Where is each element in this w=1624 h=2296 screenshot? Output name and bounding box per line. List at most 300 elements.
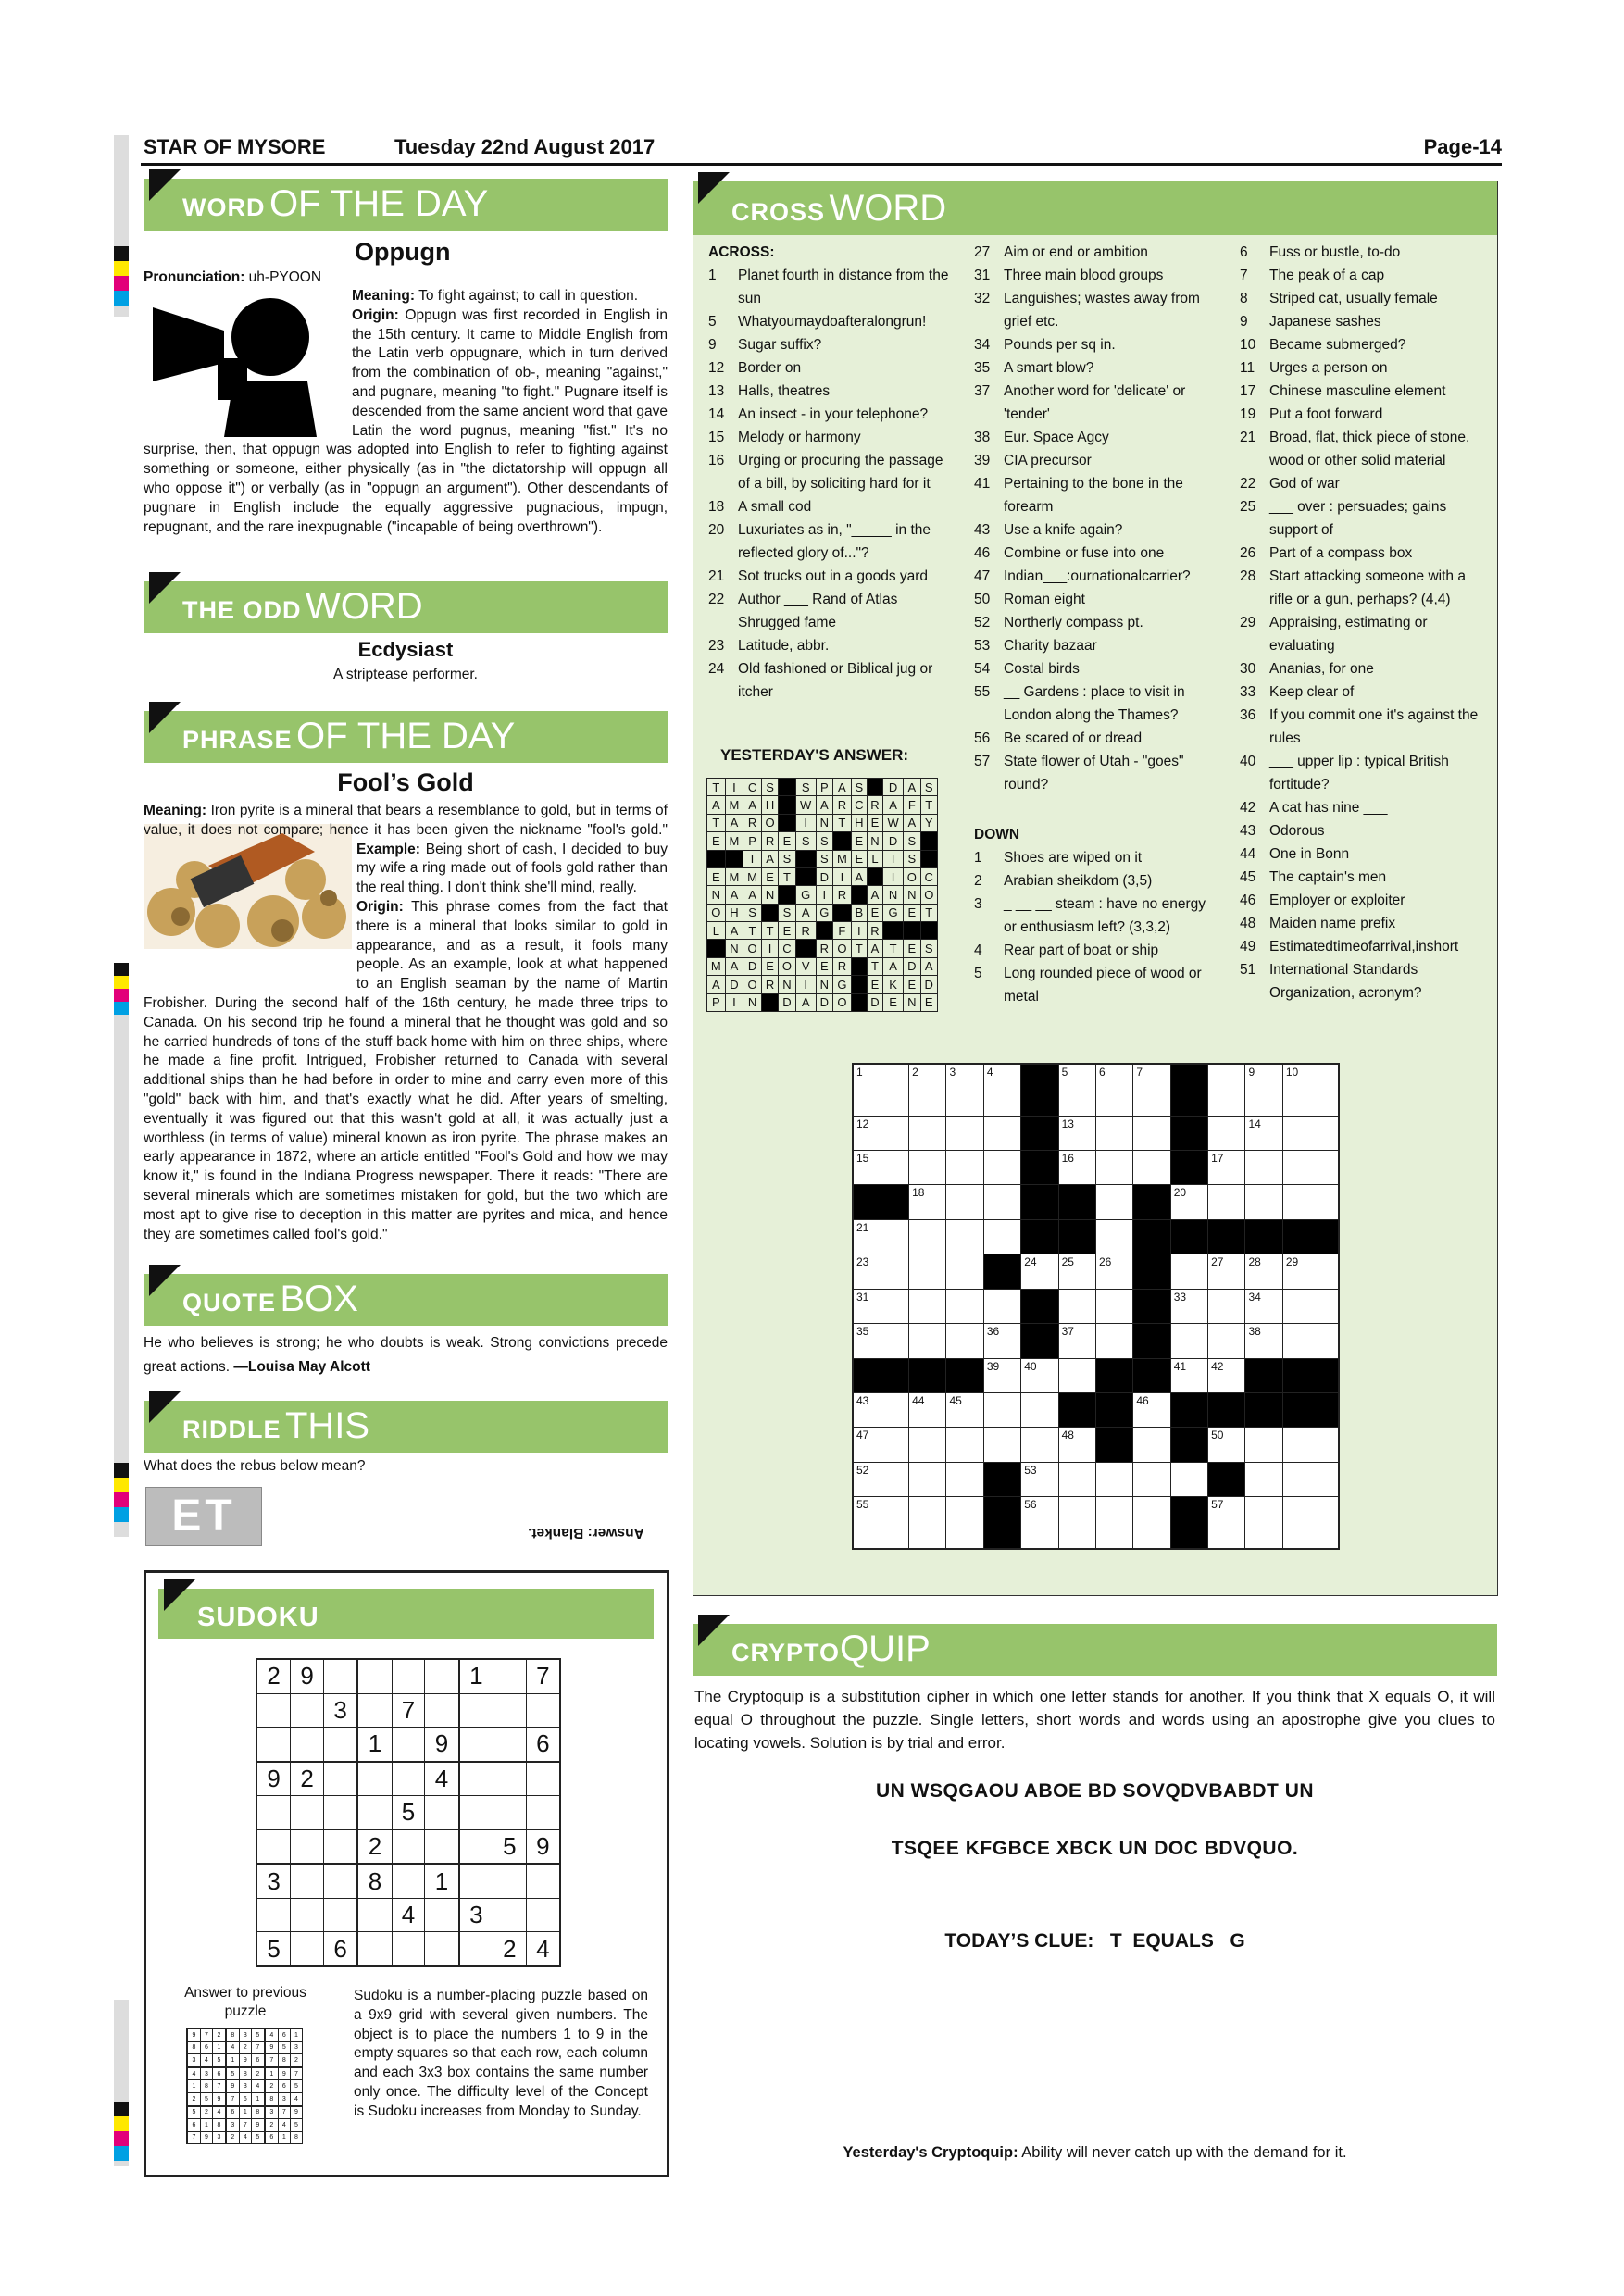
crossword-cell[interactable]	[983, 1393, 1020, 1428]
sudoku-cell[interactable]	[291, 1728, 324, 1762]
reg-mark-magenta	[114, 276, 129, 291]
crossword-cell[interactable]	[1282, 1324, 1339, 1358]
crossword-cell[interactable]	[1282, 1185, 1339, 1219]
crossword-cell[interactable]	[1058, 1116, 1095, 1150]
crossword-cell[interactable]	[1095, 1064, 1132, 1116]
crossword-cell[interactable]	[1282, 1497, 1339, 1549]
answer-cell: D	[920, 976, 938, 993]
quote-banner	[144, 1274, 668, 1326]
cell-number: 25	[1061, 1255, 1074, 1269]
quote-author: —Louisa May Alcott	[233, 1359, 370, 1375]
sudoku-cell[interactable]	[493, 1796, 526, 1830]
sudoku-answer-cell: 3	[239, 2080, 251, 2092]
clue-text: Put a foot forward	[1269, 406, 1383, 422]
sudoku-answer-cell: 8	[239, 2067, 251, 2080]
clue-text: Be scared of or dread	[1004, 730, 1143, 746]
sudoku-answer-cell: 4	[265, 2028, 278, 2041]
crossword-cell[interactable]	[1058, 1289, 1095, 1323]
crossword-cell[interactable]	[1058, 1254, 1095, 1289]
crossword-cell[interactable]	[946, 1219, 983, 1254]
word-origin: Oppugn was first recorded in English in the 15th century. It came to Middle English from the Latin verb oppugnare, which in turn derived from the combination of ob-, meaning "against," and pugnare, meaning "to fight." Pugnare itself is descended from the same ancient word that gave Latin the word pugnus, meaning "fist." It's no surprise, then, that oppugn was adopted into English to refer to fighting against something or someone, either physically (as in "the dictatorship will oppugn all who oppose it") or verbally (as in "oppugn an argument"). Other descendants of pugnare in English include the equally aggressive pugnacious, impugn, repugnant, and the rare inexpugnable ("incapable of being overthrown").	[144, 306, 668, 535]
sudoku-cell[interactable]	[324, 1728, 358, 1762]
banner-small-text: PHRASE	[182, 726, 293, 754]
sudoku-answer-cell: 3	[213, 2131, 226, 2143]
crossword-cell[interactable]	[983, 1358, 1020, 1392]
answer-cell	[920, 922, 938, 940]
sudoku-answer-cell: 8	[226, 2028, 239, 2041]
black-square	[1170, 1497, 1207, 1549]
crossword-cell[interactable]	[1170, 1254, 1207, 1289]
sudoku-cell[interactable]	[459, 1932, 493, 1966]
sudoku-cell[interactable]	[392, 1659, 425, 1693]
banner-large-text: OF THE DAY	[269, 183, 489, 224]
black-square	[1170, 1151, 1207, 1185]
crossword-cell[interactable]	[1282, 1064, 1339, 1116]
clue-number: 46	[974, 545, 991, 561]
crossword-cell[interactable]	[909, 1497, 946, 1549]
crossword-cell[interactable]	[853, 1116, 909, 1150]
clue-text: Charity bazaar	[1004, 638, 1097, 654]
crossword-cell[interactable]	[1245, 1497, 1282, 1549]
clue-item	[1240, 403, 1482, 426]
crossword-cell[interactable]	[1133, 1116, 1170, 1150]
sudoku-answer-cell: 6	[265, 2131, 278, 2143]
crossword-cell[interactable]	[1282, 1428, 1339, 1462]
black-square	[909, 1358, 946, 1392]
crossword-cell[interactable]	[1021, 1428, 1058, 1462]
clue-number: 43	[974, 522, 991, 538]
crossword-cell[interactable]	[1058, 1151, 1095, 1185]
black-square	[1133, 1185, 1170, 1219]
answer-cell: T	[707, 779, 726, 796]
answer-cell: S	[761, 779, 778, 796]
sudoku-answer-cell: 8	[200, 2080, 212, 2092]
black-square	[1133, 1219, 1170, 1254]
sudoku-cell[interactable]	[256, 1693, 291, 1728]
sudoku-cell[interactable]	[459, 1728, 493, 1762]
crossword-cell[interactable]	[909, 1151, 946, 1185]
crossword-cell[interactable]	[853, 1324, 909, 1358]
crossword-cell[interactable]	[853, 1254, 909, 1289]
sudoku-cell[interactable]	[425, 1796, 459, 1830]
sudoku-cell[interactable]	[493, 1728, 526, 1762]
crossword-cell[interactable]	[983, 1219, 1020, 1254]
crossword-cell[interactable]	[1208, 1116, 1245, 1150]
clue-text: Rear part of boat or ship	[1004, 942, 1159, 958]
reg-mark-cyan-3	[114, 1507, 129, 1522]
answer-cell: M	[725, 867, 743, 885]
black-square	[1021, 1116, 1058, 1150]
sudoku-cell[interactable]	[324, 1898, 358, 1932]
crossword-cell[interactable]	[983, 1428, 1020, 1462]
crossword-cell[interactable]	[1245, 1064, 1282, 1116]
crossword-cell[interactable]	[909, 1219, 946, 1254]
black-square	[1245, 1219, 1282, 1254]
crossword-cell[interactable]	[946, 1254, 983, 1289]
crossword-cell[interactable]	[1133, 1064, 1170, 1116]
sudoku-banner	[158, 1589, 654, 1639]
crossword-cell[interactable]	[1021, 1393, 1058, 1428]
sudoku-cell[interactable]	[291, 1693, 324, 1728]
crossword-cell[interactable]	[983, 1289, 1020, 1323]
crossword-cell[interactable]	[1245, 1254, 1282, 1289]
answer-cell: E	[883, 993, 904, 1012]
crossword-cell[interactable]	[1095, 1462, 1132, 1496]
answer-cell: E	[779, 922, 795, 940]
sudoku-cell[interactable]	[526, 1762, 560, 1796]
crossword-cell[interactable]	[946, 1116, 983, 1150]
crossword-cell[interactable]	[946, 1393, 983, 1428]
crossword-cell[interactable]	[1245, 1462, 1282, 1496]
sudoku-cell[interactable]	[493, 1693, 526, 1728]
sudoku-cell[interactable]	[526, 1898, 560, 1932]
crossword-cell[interactable]	[853, 1289, 909, 1323]
sudoku-cell[interactable]	[459, 1693, 493, 1728]
crossword-cell[interactable]	[1208, 1428, 1245, 1462]
sudoku-cell[interactable]	[392, 1728, 425, 1762]
sudoku-cell[interactable]	[392, 1932, 425, 1966]
answer-cell	[867, 779, 882, 796]
crossword-cell[interactable]	[1282, 1289, 1339, 1323]
crossword-cell[interactable]	[1058, 1428, 1095, 1462]
clue-item	[1240, 356, 1482, 380]
crossword-cell[interactable]	[1208, 1497, 1245, 1549]
crossword-cell[interactable]	[1021, 1497, 1058, 1549]
sudoku-answer-cell: 6	[187, 2119, 200, 2131]
sudoku-cell[interactable]	[291, 1864, 324, 1898]
clue-number: 53	[974, 638, 991, 654]
sudoku-cell[interactable]	[256, 1829, 291, 1864]
crossword-cell[interactable]	[1058, 1064, 1095, 1116]
crossword-cell[interactable]	[1058, 1462, 1095, 1496]
sudoku-cell[interactable]	[291, 1829, 324, 1864]
answer-cell: H	[761, 796, 778, 814]
answer-cell: A	[725, 886, 743, 904]
clue-item	[708, 495, 949, 518]
sudoku-cell[interactable]	[256, 1898, 291, 1932]
crossword-cell[interactable]	[1058, 1358, 1095, 1392]
crossword-cell[interactable]	[1095, 1324, 1132, 1358]
crossword-cell[interactable]	[853, 1064, 909, 1116]
clue-number: 13	[708, 383, 725, 399]
answer-cell: S	[904, 832, 920, 850]
cell-number: 55	[856, 1498, 869, 1512]
crossword-cell[interactable]	[1095, 1497, 1132, 1549]
crossword-cell[interactable]	[946, 1324, 983, 1358]
odd-word-definition: A striptease performer.	[333, 667, 478, 682]
crossword-cell[interactable]	[1245, 1324, 1282, 1358]
crossword-cell[interactable]	[1208, 1254, 1245, 1289]
crossword-cell[interactable]	[909, 1324, 946, 1358]
crossword-cell[interactable]	[1021, 1358, 1058, 1392]
crossword-cell[interactable]	[946, 1462, 983, 1496]
sudoku-cell[interactable]	[459, 1762, 493, 1796]
reg-mark-yellow-4	[114, 2116, 129, 2131]
black-square	[853, 1185, 909, 1219]
crossword-cell[interactable]	[853, 1151, 909, 1185]
clue-text: Sugar suffix?	[738, 337, 822, 353]
sudoku-cell[interactable]	[526, 1693, 560, 1728]
sudoku-cell: 9	[526, 1829, 560, 1864]
answer-cell: D	[883, 832, 904, 850]
phrase-example: Being short of cash, I decided to buy my wife a ring made out of fools gold rather than the real thing. I don't think she'll mind, really.	[356, 841, 668, 896]
crossword-cell[interactable]	[909, 1064, 946, 1116]
word-meaning: To fight against; to call in question.	[418, 288, 639, 304]
crossword-cell[interactable]	[1245, 1116, 1282, 1150]
crossword-cell[interactable]	[1245, 1185, 1282, 1219]
answer-cell: O	[779, 957, 795, 975]
crossword-cell[interactable]	[1208, 1064, 1245, 1116]
answer-cell: I	[725, 993, 743, 1012]
black-square	[1133, 1324, 1170, 1358]
sudoku-cell[interactable]	[425, 1829, 459, 1864]
answer-cell: M	[725, 796, 743, 814]
clue-item	[974, 750, 1217, 796]
sudoku-cell[interactable]	[324, 1762, 358, 1796]
sudoku-cell[interactable]	[493, 1898, 526, 1932]
crossword-cell[interactable]	[909, 1254, 946, 1289]
sudoku-cell[interactable]	[425, 1932, 459, 1966]
sudoku-cell[interactable]	[493, 1864, 526, 1898]
clue-text: A cat has nine ___	[1269, 800, 1388, 816]
crossword-cell[interactable]	[946, 1289, 983, 1323]
answer-cell: E	[707, 867, 726, 885]
answer-cell: P	[743, 832, 762, 850]
crossword-cell[interactable]	[1282, 1254, 1339, 1289]
answer-cell: E	[779, 832, 795, 850]
crossword-cell[interactable]	[1095, 1151, 1132, 1185]
crossword-cell[interactable]	[1133, 1497, 1170, 1549]
crossword-cell[interactable]	[1245, 1428, 1282, 1462]
answer-cell: N	[816, 976, 832, 993]
crossword-cell[interactable]	[909, 1116, 946, 1150]
crossword-cell[interactable]	[946, 1497, 983, 1549]
answer-cell: N	[779, 976, 795, 993]
crossword-cell[interactable]	[909, 1289, 946, 1323]
sudoku-cell[interactable]	[425, 1693, 459, 1728]
crossword-cell[interactable]	[909, 1462, 946, 1496]
clue-text: Languishes; wastes away from grief etc.	[1004, 291, 1200, 330]
clue-number: 20	[708, 522, 725, 538]
clue-text: Pertaining to the bone in the forearm	[1004, 476, 1183, 515]
clue-item	[1240, 310, 1482, 333]
crossword-cell[interactable]	[983, 1064, 1020, 1116]
clue-number: 44	[1240, 846, 1256, 862]
crossword-cell[interactable]	[1208, 1151, 1245, 1185]
sudoku-cell[interactable]	[459, 1829, 493, 1864]
sudoku-cell[interactable]	[425, 1659, 459, 1693]
answer-cell	[779, 779, 795, 796]
crossword-cell[interactable]	[1245, 1151, 1282, 1185]
sudoku-answer-cell: 5	[213, 2054, 226, 2067]
crossword-cell[interactable]	[983, 1324, 1020, 1358]
answer-cell: O	[833, 940, 852, 957]
clue-item	[974, 869, 1217, 892]
crossword-cell[interactable]	[946, 1428, 983, 1462]
crossword-cell[interactable]	[946, 1185, 983, 1219]
cell-number: 44	[912, 1394, 925, 1408]
crossword-cell[interactable]	[1133, 1462, 1170, 1496]
sudoku-cell[interactable]	[357, 1796, 392, 1830]
sudoku-cell[interactable]	[392, 1829, 425, 1864]
crossword-cell[interactable]	[909, 1185, 946, 1219]
sudoku-cell: 2	[357, 1829, 392, 1864]
sudoku-cell: 3	[256, 1864, 291, 1898]
cell-number: 6	[1098, 1066, 1106, 1079]
crossword-cell[interactable]	[1170, 1289, 1207, 1323]
crossword-cell[interactable]	[983, 1151, 1020, 1185]
sudoku-cell[interactable]	[291, 1932, 324, 1966]
crossword-cell[interactable]	[946, 1064, 983, 1116]
sudoku-answer-cell: 4	[251, 2080, 264, 2092]
sudoku-answer-cell: 8	[278, 2054, 290, 2067]
sudoku-cell[interactable]	[493, 1762, 526, 1796]
sudoku-cell[interactable]	[459, 1796, 493, 1830]
crossword-cell[interactable]	[1208, 1324, 1245, 1358]
crossword-cell[interactable]	[1095, 1185, 1132, 1219]
answer-cell: O	[743, 976, 762, 993]
clue-number: 15	[708, 430, 725, 445]
sudoku-cell[interactable]	[357, 1898, 392, 1932]
crossword-cell[interactable]	[1208, 1289, 1245, 1323]
answer-cell: T	[779, 867, 795, 885]
sudoku-cell[interactable]	[324, 1829, 358, 1864]
crossword-cell[interactable]	[853, 1428, 909, 1462]
crossword-cell[interactable]	[1133, 1393, 1170, 1428]
crossword-cell[interactable]	[1095, 1116, 1132, 1150]
sudoku-cell[interactable]	[324, 1864, 358, 1898]
answer-cell	[833, 832, 852, 850]
clue-item	[1240, 842, 1482, 866]
crossword-cell[interactable]	[1170, 1358, 1207, 1392]
crossword-cell[interactable]	[1021, 1254, 1058, 1289]
answer-cell: I	[851, 922, 867, 940]
answer-cell	[851, 976, 867, 993]
cell-number: 46	[1136, 1394, 1149, 1408]
crossword-cell[interactable]	[1058, 1497, 1095, 1549]
answer-cell: A	[707, 796, 726, 814]
black-square	[1058, 1393, 1095, 1428]
sudoku-cell[interactable]	[357, 1693, 392, 1728]
sudoku-answer-cell: 2	[239, 2041, 251, 2053]
crossword-cell[interactable]	[1021, 1462, 1058, 1496]
clue-text: The captain's men	[1269, 869, 1387, 885]
clue-item	[708, 310, 949, 333]
crossword-cell[interactable]	[853, 1393, 909, 1428]
answer-cell: S	[920, 940, 938, 957]
cryptoquip-clue: TODAY’S CLUE: T EQUALS G	[944, 1930, 1245, 1952]
sudoku-cell[interactable]	[357, 1932, 392, 1966]
clue-number: 10	[1240, 337, 1256, 353]
sudoku-cell[interactable]	[392, 1762, 425, 1796]
sudoku-answer-cell: 5	[251, 2131, 264, 2143]
crossword-cell[interactable]	[946, 1151, 983, 1185]
crossword-cell[interactable]	[1170, 1324, 1207, 1358]
clue-number: 57	[974, 754, 991, 769]
crossword-cell[interactable]	[983, 1116, 1020, 1150]
sudoku-cell[interactable]	[324, 1796, 358, 1830]
sudoku-answer-cell: 6	[251, 2054, 264, 2067]
clue-number: 41	[974, 476, 991, 492]
crossword-cell[interactable]	[909, 1428, 946, 1462]
crossword-cell[interactable]	[853, 1497, 909, 1549]
crossword-cell[interactable]	[1170, 1185, 1207, 1219]
crossword-cell[interactable]	[1282, 1116, 1339, 1150]
crossword-cell[interactable]	[1170, 1462, 1207, 1496]
answer-cell	[795, 940, 816, 957]
crossword-cell[interactable]	[1208, 1358, 1245, 1392]
cell-number: 15	[856, 1152, 869, 1166]
sudoku-cell[interactable]	[291, 1796, 324, 1830]
phrase-meaning: Iron pyrite is a mineral that bears a resemblance to gold, but in terms of value, it does not compare; hence it has been given the nickname "fool's gold."	[144, 803, 668, 838]
crossword-cell[interactable]	[1245, 1289, 1282, 1323]
sudoku-cell[interactable]	[357, 1659, 392, 1693]
sudoku-cell[interactable]	[526, 1796, 560, 1830]
answer-cell: R	[833, 796, 852, 814]
answer-cell: S	[795, 779, 816, 796]
answer-cell	[851, 993, 867, 1012]
black-square	[1021, 1289, 1058, 1323]
answer-cell	[920, 850, 938, 867]
crossword-cell[interactable]	[983, 1185, 1020, 1219]
answer-cell: L	[707, 922, 726, 940]
crossword-cell[interactable]	[1133, 1151, 1170, 1185]
clue-text: A smart blow?	[1004, 360, 1094, 376]
crossword-cell[interactable]	[1208, 1185, 1245, 1219]
crossword-cell[interactable]	[909, 1393, 946, 1428]
clue-item	[974, 542, 1217, 565]
sudoku-cell[interactable]	[459, 1864, 493, 1898]
cell-number: 43	[856, 1394, 869, 1408]
cell-number: 34	[1248, 1290, 1261, 1304]
answer-cell	[851, 957, 867, 975]
sudoku-answer-cell: 8	[187, 2041, 200, 2053]
clue-item	[1240, 472, 1482, 495]
reg-mark-yellow-3	[114, 1478, 129, 1492]
sudoku-cell[interactable]	[425, 1898, 459, 1932]
sudoku-cell[interactable]	[526, 1864, 560, 1898]
answer-cell: W	[883, 814, 904, 831]
sudoku-cell[interactable]	[357, 1762, 392, 1796]
crossword-cell[interactable]	[1058, 1324, 1095, 1358]
clue-text: Fuss or bustle, to-do	[1269, 244, 1401, 260]
sudoku-cell[interactable]	[256, 1796, 291, 1830]
crossword-cell[interactable]	[1095, 1219, 1132, 1254]
sudoku-cell[interactable]	[324, 1659, 358, 1693]
sudoku-cell[interactable]	[392, 1864, 425, 1898]
sudoku-answer-cell: 3	[239, 2028, 251, 2041]
sudoku-cell[interactable]	[256, 1728, 291, 1762]
sudoku-cell[interactable]	[493, 1659, 526, 1693]
clue-item	[1240, 657, 1482, 680]
answer-cell: F	[833, 922, 852, 940]
crossword-cell[interactable]	[1282, 1151, 1339, 1185]
crossword-cell[interactable]	[1282, 1462, 1339, 1496]
cell-number: 24	[1024, 1255, 1037, 1269]
banner-large-text: WORD	[305, 586, 423, 627]
clue-number: 32	[974, 291, 991, 306]
crossword-cell[interactable]	[853, 1462, 909, 1496]
sudoku-answer-cell: 5	[251, 2028, 264, 2041]
clue-number: 47	[974, 568, 991, 584]
sudoku-cell[interactable]	[291, 1898, 324, 1932]
header-rule	[141, 163, 1502, 166]
crossword-cell[interactable]	[853, 1219, 909, 1254]
crossword-cell[interactable]	[1133, 1428, 1170, 1462]
crossword-cell[interactable]	[1095, 1289, 1132, 1323]
answer-cell: E	[867, 976, 882, 993]
crossword-cell[interactable]	[1095, 1254, 1132, 1289]
